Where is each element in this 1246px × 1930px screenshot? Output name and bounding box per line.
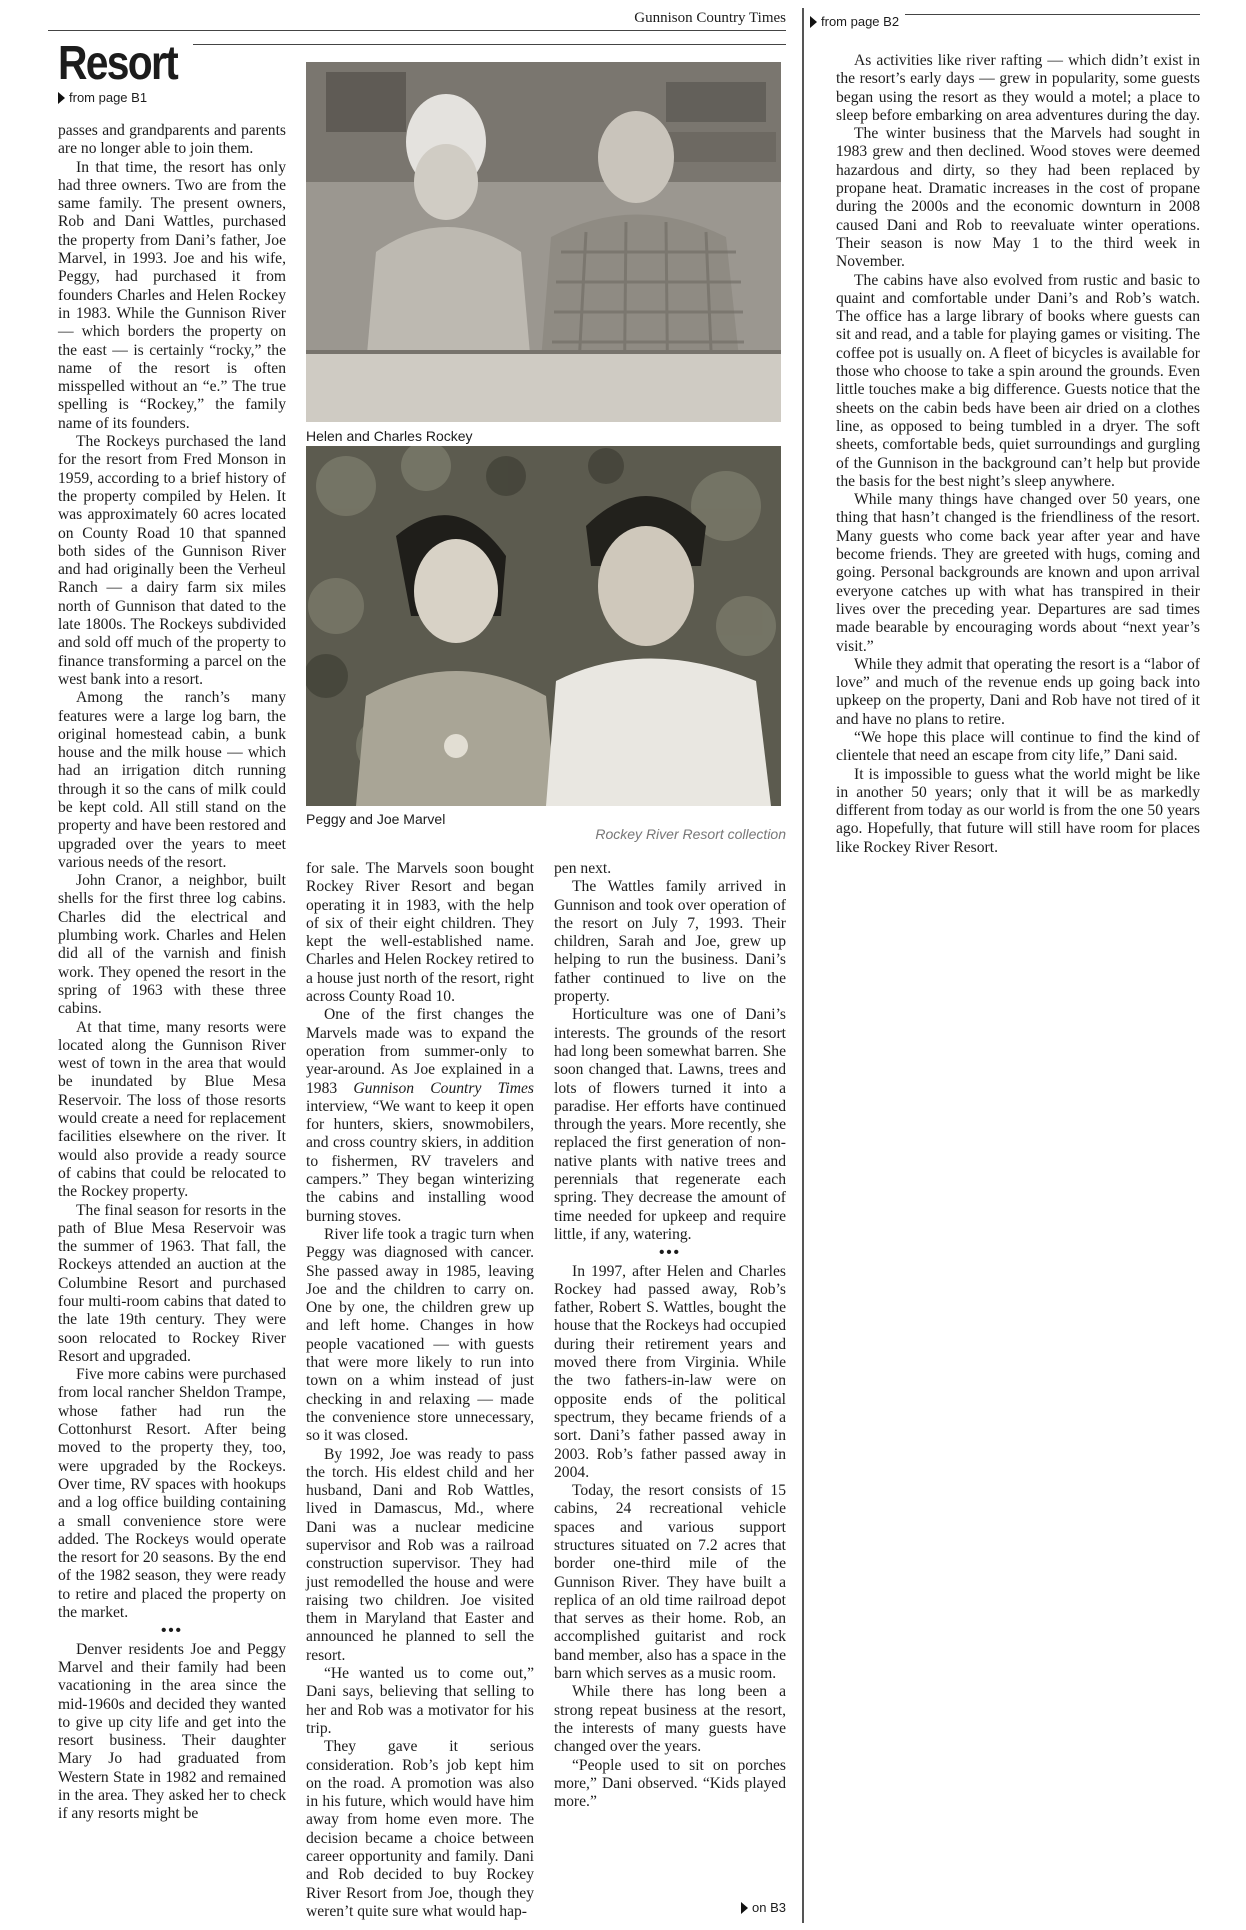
section-separator: ••• — [161, 1622, 183, 1640]
article-column-1 — [58, 122, 286, 1824]
left-page — [48, 0, 786, 1930]
paragraph-text: interview, “We want to keep it open for hunters, skiers, snowmobilers, and cross country skiers, in addition to fishermen, RV travelers and campers.” They began winterizing the cabins and installing wood burning stoves. — [306, 1097, 534, 1225]
paragraph: Among the ranch’s many features were a large log barn, the original homestead cabin, a bunk house and the milk house — which had an irrigation ditch running through it so the cans of milk could be kept cold. All still stand on the property and have been restored and upgraded over the years to meet various needs of the resort. — [58, 689, 286, 871]
paragraph: While many things have changed over 50 years, one thing that hasn’t changed is the friendliness of the resort. Many guests who come back year after year and have become friends. They are greeted with hugs, coming and going. Personal backgrounds are known and upon arrival everyone catches up with what has transpired in their lives over the preceding year. Departures are sad times made bearable by encouraging words about “next year’s visit.” — [836, 491, 1200, 655]
paragraph: “He wanted us to come out,” Dani says, believing that selling to her and Rob was a motivator for his trip. — [306, 1665, 534, 1737]
section-separator: ••• — [659, 1244, 681, 1262]
paragraph-text: One of the first changes the Marvels made was to expand the operation from summer-only to year-around. As Joe explained in a 1983 — [306, 1006, 534, 1097]
arrow-right-icon — [741, 1902, 748, 1914]
top-rule — [48, 30, 786, 31]
paragraph: John Cranor, a neighbor, built shells for the first three log cabins. Charles did the electrical and plumbing work. Charles and Helen did all of the varnish and finish work. They opened the resort in the spring of 1963 with these three cabins. — [58, 872, 286, 1018]
paragraph: The winter business that the Marvels had sought in 1983 grew and then declined. Wood stoves were deemed hazardous and dirty, so they had been replaced by propane heat. Dramatic increases in the cost of propane during the 2000s and the economic downturn in 2008 caused Dani and Rob to reevaluate winter operations. Their season is now May 1 to the third week in November. — [836, 125, 1200, 271]
paragraph: for sale. The Marvels soon bought Rockey River Resort and began operating it in 1983, with the help of six of their eight children. They kept the well-established name. Charles and Helen Rockey retired to a house just north of the resort, right across County Road 10. — [306, 860, 534, 1006]
jump-from-b2 — [810, 14, 905, 29]
photo-rockey-couple — [306, 62, 781, 422]
paragraph: The Rockeys purchased the land for the resort from Fred Monson in 1959, according to a brief history of the property compiled by Helen. It was approximately 60 acres located on County Road 10 that spanned both sides of the Gunnison River and had originally been the Verheul Ranch — a dairy farm six miles north of Gunnison that dated to the late 1800s. The Rockeys subdivided and sold off much of the property to finance transforming a parcel on the west bank into a resort. — [58, 433, 286, 688]
paragraph: Horticulture was one of Dani’s interests. The grounds of the resort had long been somewhat barren. She soon changed that. Lawns, trees and lots of flowers turned it into a paradise. Her efforts have continued through the years. More recently, she replaced the first generation of non-native plants with native trees and perennials that regenerate each spring. They decrease the amount of time needed for upkeep and require little, if any, watering. — [554, 1006, 786, 1243]
paragraph: It is impossible to guess what the world might be like in another 50 years; only that it will be as markedly different from today as our world is from the one 50 years ago. Hopefully, that future will still have room for places like Rockey River Resort. — [836, 765, 1200, 856]
article-column-3 — [554, 860, 786, 1811]
paragraph: They gave it serious consideration. Rob’s job kept him on the road. A promotion was also in his future, which would have him away from home even more. The decision became a choice between career opportunity and family. Dani and Rob decided to buy Rockey River Resort from Joe, though they weren’t quite sure what would hap- — [306, 1738, 534, 1920]
page-divider — [802, 8, 804, 1923]
paragraph: “People used to sit on porches more,” Dani observed. “Kids played more.” — [554, 1756, 786, 1811]
arrow-right-icon — [58, 92, 65, 104]
jump-from-b1 — [58, 90, 147, 105]
paragraph: The cabins have also evolved from rustic and basic to quaint and comfortable under Dani’s and Rob’s watch. The office has a large library of books where guests can sit and read, and a table for playing games or visiting. The coffee pot is usually on. A fleet of bicycles is available for those who choose to take a spin around the grounds. Even little touches make a big difference. Guests notice that the sheets on the cabin beds have been air dried on a clothes line, as opposed to being tumbled in a dryer. The soft sheets, comfortable beds, quiet surroundings and gurgling of the Gunnison in the background can’t help but provide the basis for the best night’s sleep anywhere. — [836, 271, 1200, 490]
publication-folio: Gunnison Country Times — [634, 10, 786, 26]
paragraph: Five more cabins were purchased from local rancher Sheldon Trampe, whose father had run the Cottonhurst Resort. After being moved to the property they, too, were upgraded by the Rockeys. Over time, RV spaces with hookups and a log office building containing a small convenience store were added. The Rockeys would operate the resort for 20 seasons. By the end of the 1982 season, they were ready to retire and placed the property on the market. — [58, 1366, 286, 1622]
paragraph: The final season for resorts in the path of Blue Mesa Reservoir was the summer of 1963. That fall, the Rockeys attended an auction at the Columbine Resort and purchased four multi-room cabins that dated to the late 19th century. They were soon relocated to Rockey River Resort and upgraded. — [58, 1201, 286, 1365]
paragraph: Denver residents Joe and Peggy Marvel and their family had been vacationing in the area since the mid-1960s and decided they wanted to give up city life and get into the resort business. Their daughter Mary Jo had graduated from Western State in 1982 and remained in the area. They asked her to check if any resorts might be — [58, 1640, 286, 1823]
paragraph: Today, the resort consists of 15 cabins, 24 recreational vehicle spaces and various support structures situated on 7.2 acres that border one-third mile of the Gunnison River. They have built a replica of an old time railroad depot that serves as their home. Rob, an accomplished guitarist and rock band member, also has a space in the barn which serves as a music room. — [554, 1482, 786, 1683]
jump-label: on B3 — [752, 1900, 786, 1915]
photo-marvel-couple-image — [306, 446, 781, 806]
paragraph: At that time, many resorts were located along the Gunnison River west of town in the area that would be inundated by Blue Mesa Reservoir. The loss of those resorts would create a need for replacement facilities elsewhere on the river. It would also provide a ready source of cabins that could be relocated to the Rockey property. — [58, 1018, 286, 1201]
paragraph: By 1992, Joe was ready to pass the torch. His eldest child and her husband, Dani and Rob Wattles, lived in Damascus, Md., where Dani was a nuclear medicine supervisor and Rob was a railroad construction supervisor. They had just remodelled the house and were raising two children. Joe visited them in Maryland that Easter and announced he planned to sell the resort. — [306, 1445, 534, 1664]
paragraph: As activities like river rafting — which didn’t exist in the resort’s early days — grew in popularity, some guests began using the resort as they would a motel; a place to sleep before embarking on area adventures during the day. — [836, 52, 1200, 124]
paragraph — [306, 1006, 534, 1226]
photo-credit: Rockey River Resort collection — [595, 826, 786, 842]
jump-to-b3 — [741, 1900, 786, 1915]
photo-rockey-couple-image — [306, 62, 781, 422]
paragraph: In that time, the resort has only had three owners. Two are from the same family. The present owners, Rob and Dani Wattles, purchased the property from Dani’s father, Joe Marvel, in 1993. Joe and his wife, Peggy, had purchased it from founders Charles and Helen Rockey in 1983. While the Gunnison River — which borders the property on the east — is certainly “rocky,” the name of the resort is often misspelled without an “e.” The true spelling is “Rockey,” the family name of its founders. — [58, 158, 286, 432]
paragraph: In 1997, after Helen and Charles Rockey had passed away, Rob’s father, Robert S. Wattles, bought the house that the Rockeys had occupied during their retirement years and moved there from Virginia. While the two fathers-in-law were on opposite ends of the political spectrum, they became friends of a sort. Dani’s father passed away in 2003. Rob’s father passed away in 2004. — [554, 1262, 786, 1481]
paragraph: River life took a tragic turn when Peggy was diagnosed with cancer. She passed away in 1985, leaving Joe and the children to carry on. One by one, the children grew up and left home. Changes in how people vacationed — with guests that were more likely to run into town on a whim instead of just checking in and relaxing — made the convenience store unnecessary, so it was closed. — [306, 1225, 534, 1445]
publication-name: Gunnison Country Times — [353, 1079, 534, 1097]
paragraph: While there has long been a strong repeat business at the resort, the interests of many guests have changed over the years. — [554, 1683, 786, 1756]
jump-label: from page B2 — [821, 14, 900, 29]
paragraph: While they admit that operating the resort is a “labor of love” and much of the revenue ends up going back into upkeep on the property, Dani and Rob have not tired of it and have no plans to retire. — [836, 655, 1200, 728]
right-page — [810, 0, 1200, 1930]
photo-caption: Helen and Charles Rockey — [306, 428, 473, 444]
paragraph: “We hope this place will continue to find the kind of clientele that need an escape from city life,” Dani said. — [836, 728, 1200, 765]
arrow-right-icon — [810, 16, 817, 28]
paragraph: passes and grandparents and parents are no longer able to join them. — [58, 122, 286, 158]
article-column-2 — [306, 860, 534, 1921]
paragraph: The Wattles family arrived in Gunnison and took over operation of the resort on July 7, 1993. Their children, Sarah and Joe, grew up helping to run the business. Dani’s father continued to live on the property. — [554, 878, 786, 1006]
photo-marvel-couple — [306, 446, 781, 806]
photo-caption: Peggy and Joe Marvel — [306, 811, 446, 827]
article-column-right — [836, 52, 1200, 857]
headline-rule — [193, 44, 786, 45]
jump-label: from page B1 — [69, 90, 148, 105]
paragraph: pen next. — [554, 860, 612, 877]
headline: Resort — [58, 37, 178, 90]
